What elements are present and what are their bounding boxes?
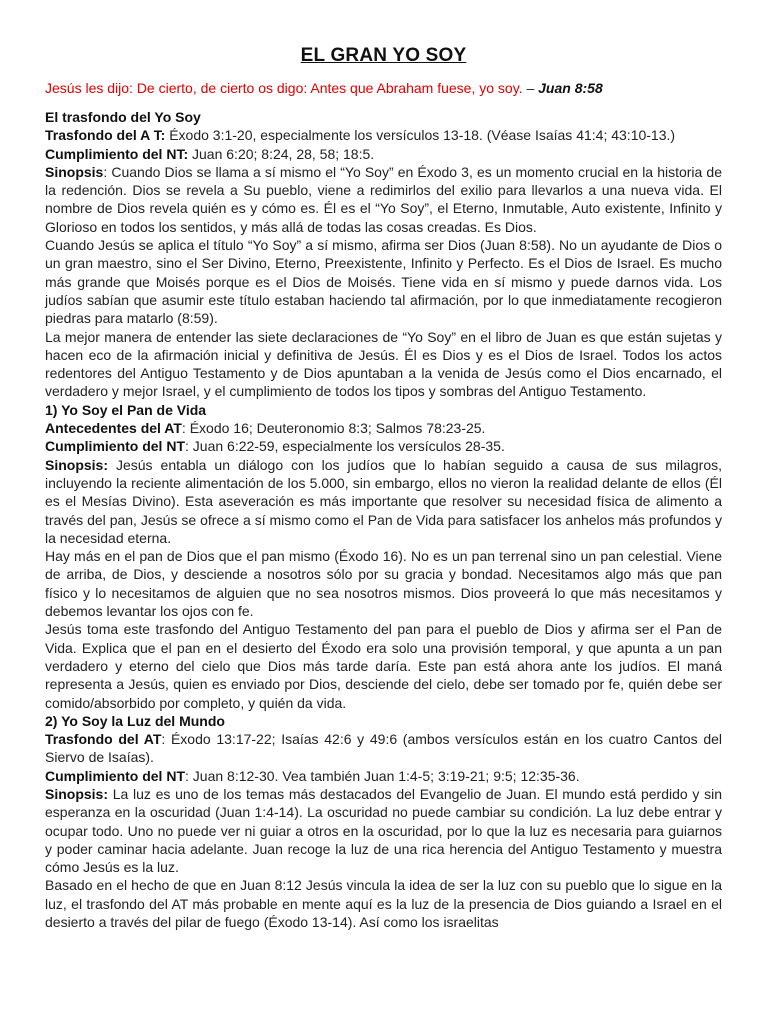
epigraph-quote (45, 79, 722, 98)
section2-nt-line (45, 767, 722, 785)
intro-paragraph: Cuando Jesús se aplica el título “Yo Soy” a sí mismo, afirma ser Dios (Juan 8:58). No un ayudante de Dios o un gran maestro, sino el Ser Divino, Eterno, Preexistente, Infinito y Perfecto. Es el Dios de Israel. Es mucho más grande que Moisés porque es el Dios de Moisés. Tiene vida en sí mismo y puede darnos vida. Los judíos sabían que asumir este título estaban haciendo tal afirmación, por lo que inmediatamente recogieron piedras para matarlo (8:59). (45, 237, 722, 327)
section2-synopsis-label: Sinopsis: (45, 785, 109, 802)
quote-dash: – (522, 80, 539, 96)
intro-nt-line (45, 145, 722, 163)
section1-heading: 1) Yo Soy el Pan de Vida (45, 401, 207, 418)
intro-paragraph: La mejor manera de entender las siete declaraciones de “Yo Soy” en el libro de Juan es que están sujetas y hacen eco de la afirmación inicial y definitiva de Jesús. Él es Dios y es el Dios de Israel. Todos los actos redentores del Antiguo Testamento y de Dios apuntaban a la venida de Jesús como el Dios encarnado, el verdadero y mejor Israel, y el cumplimiento de todos los tipos y sombras del Antiguo Testamento. (45, 328, 722, 400)
document-title: EL GRAN YO SOY (300, 45, 467, 66)
section1-synopsis (45, 456, 722, 547)
intro-synopsis (45, 163, 722, 236)
section1-nt-label: Cumplimiento del NT (45, 438, 185, 455)
section1-synopsis-text: Jesús entabla un diálogo con los judíos que lo habían seguido a causa de sus milagros, incluyendo la reciente alimentación de los 5.000, sin embargo, ellos no vieron la realidad delante de ellos (Él es el Mesías Divino). Esta aseveración es más importante que resolver su necesidad física de alimento a través del pan, Jesús se ofrece a sí mismo como el Pan de Vida para satisfacer los anhelos más profundos y la necesidad eterna. (45, 456, 722, 546)
section1-nt-text: : Juan 6:22-59, especialmente los versículos 28-35. (185, 438, 505, 455)
section2-paragraph: Basado en el hecho de que en Juan 8:12 Jesús vincula la idea de ser la luz con su pueblo que lo sigue en la luz, el trasfondo del AT más probable en mente aquí es la luz de la presencia de Dios guiando a Israel en el desierto a través del pilar de fuego (Éxodo 13-14). Así como los israelitas (45, 877, 722, 931)
intro-nt-text: Juan 6:20; 8:24, 28, 58; 18:5. (188, 145, 375, 162)
section1-at-label: Antecedentes del AT (45, 420, 182, 437)
section2-synopsis (45, 785, 722, 876)
document-body (45, 108, 722, 931)
intro-nt-label: Cumplimiento del NT: (45, 145, 189, 162)
section1-at-line (45, 419, 722, 437)
section1-paragraph: Hay más en el pan de Dios que el pan mismo (Éxodo 16). No es un pan terrenal sino un pan celestial. Viene de arriba, de Dios, y desciende a nosotros sólo por su gracia y bondad. Necesitamos algo más que pan físico y lo necesitamos de alguien que no sea nosotros mismos. Dios proveerá lo que más necesitamos y debemos levantar los ojos con fe. (45, 548, 722, 620)
intro-at-line (45, 126, 722, 144)
section2-at-label: Trasfondo del AT (45, 731, 162, 748)
section2-at-line (45, 730, 722, 767)
section2-synopsis-text: La luz es uno de los temas más destacados del Evangelio de Juan. El mundo está perdido y sin esperanza en la oscuridad (Juan 1:4-14). La oscuridad no puede cambiar su condición. La luz debe entrar y ocupar todo. Uno no puede ver ni guiar a otros en la oscuridad, por lo que la luz es necesaria para guiarnos y poder caminar hacia adelante. Juan recoge la luz de una rica herencia del Antiguo Testamento y muestra cómo Jesús es la luz. (45, 785, 722, 876)
quote-reference: Juan 8:58 (538, 80, 603, 96)
section2-nt-text: : Juan 8:12-30. Vea también Juan 1:4-5; 3:19-21; 9:5; 12:35-36. (185, 767, 580, 784)
section2-at-text: : Éxodo 13:17-22; Isaías 42:6 y 49:6 (ambos versículos están en los cuatro Cantos del Siervo de Isaías). (45, 731, 723, 766)
section1-at-text: : Éxodo 16; Deuteronomio 8:3; Salmos 78:23-25. (181, 420, 486, 437)
intro-at-label: Trasfondo del A T: (45, 127, 166, 144)
intro-synopsis-text: : Cuando Dios se llama a sí mismo el “Yo Soy” en Éxodo 3, es un momento crucial en la historia de la redención. Dios se revela a Su pueblo, viene a redimirlos del exilio para llevarlos a una nueva vida. El nombre de Dios revela quién es y cómo es. Él es el “Yo Soy”, el Eterno, Inmutable, Auto existente, Infinito y Glorioso en todos los sentidos, y más allá de todas las cosas creadas. Es Dios. (45, 163, 722, 235)
intro-at-text: Éxodo 3:1-20, especialmente los versículos 13-18. (Véase Isaías 41:4; 43:10-13.) (165, 127, 676, 144)
section2-nt-label: Cumplimiento del NT (45, 767, 185, 784)
section2-heading: 2) Yo Soy la Luz del Mundo (45, 712, 225, 729)
intro-synopsis-label: Sinopsis (45, 163, 104, 180)
section1-nt-line (45, 437, 722, 455)
section1-synopsis-label: Sinopsis: (45, 456, 109, 473)
intro-heading: El trasfondo del Yo Soy (45, 109, 201, 125)
section1-paragraph: Jesús toma este trasfondo del Antiguo Testamento del pan para el pueblo de Dios y afirma ser el Pan de Vida. Explica que el pan en el desierto del Éxodo era solo una provisión temporal, y que apunta a un pan verdadero y eterno del cielo que Dios más tarde daría. Este pan está ahora ante los judíos. El maná representa a Jesús, quien es enviado por Dios, desciende del cielo, debe ser tomado por fe, quién debe ser comido/absorbido por completo, y quién da vida. (45, 621, 722, 711)
quote-text: Jesús les dijo: De cierto, de cierto os digo: Antes que Abraham fuese, yo soy. (45, 80, 523, 96)
